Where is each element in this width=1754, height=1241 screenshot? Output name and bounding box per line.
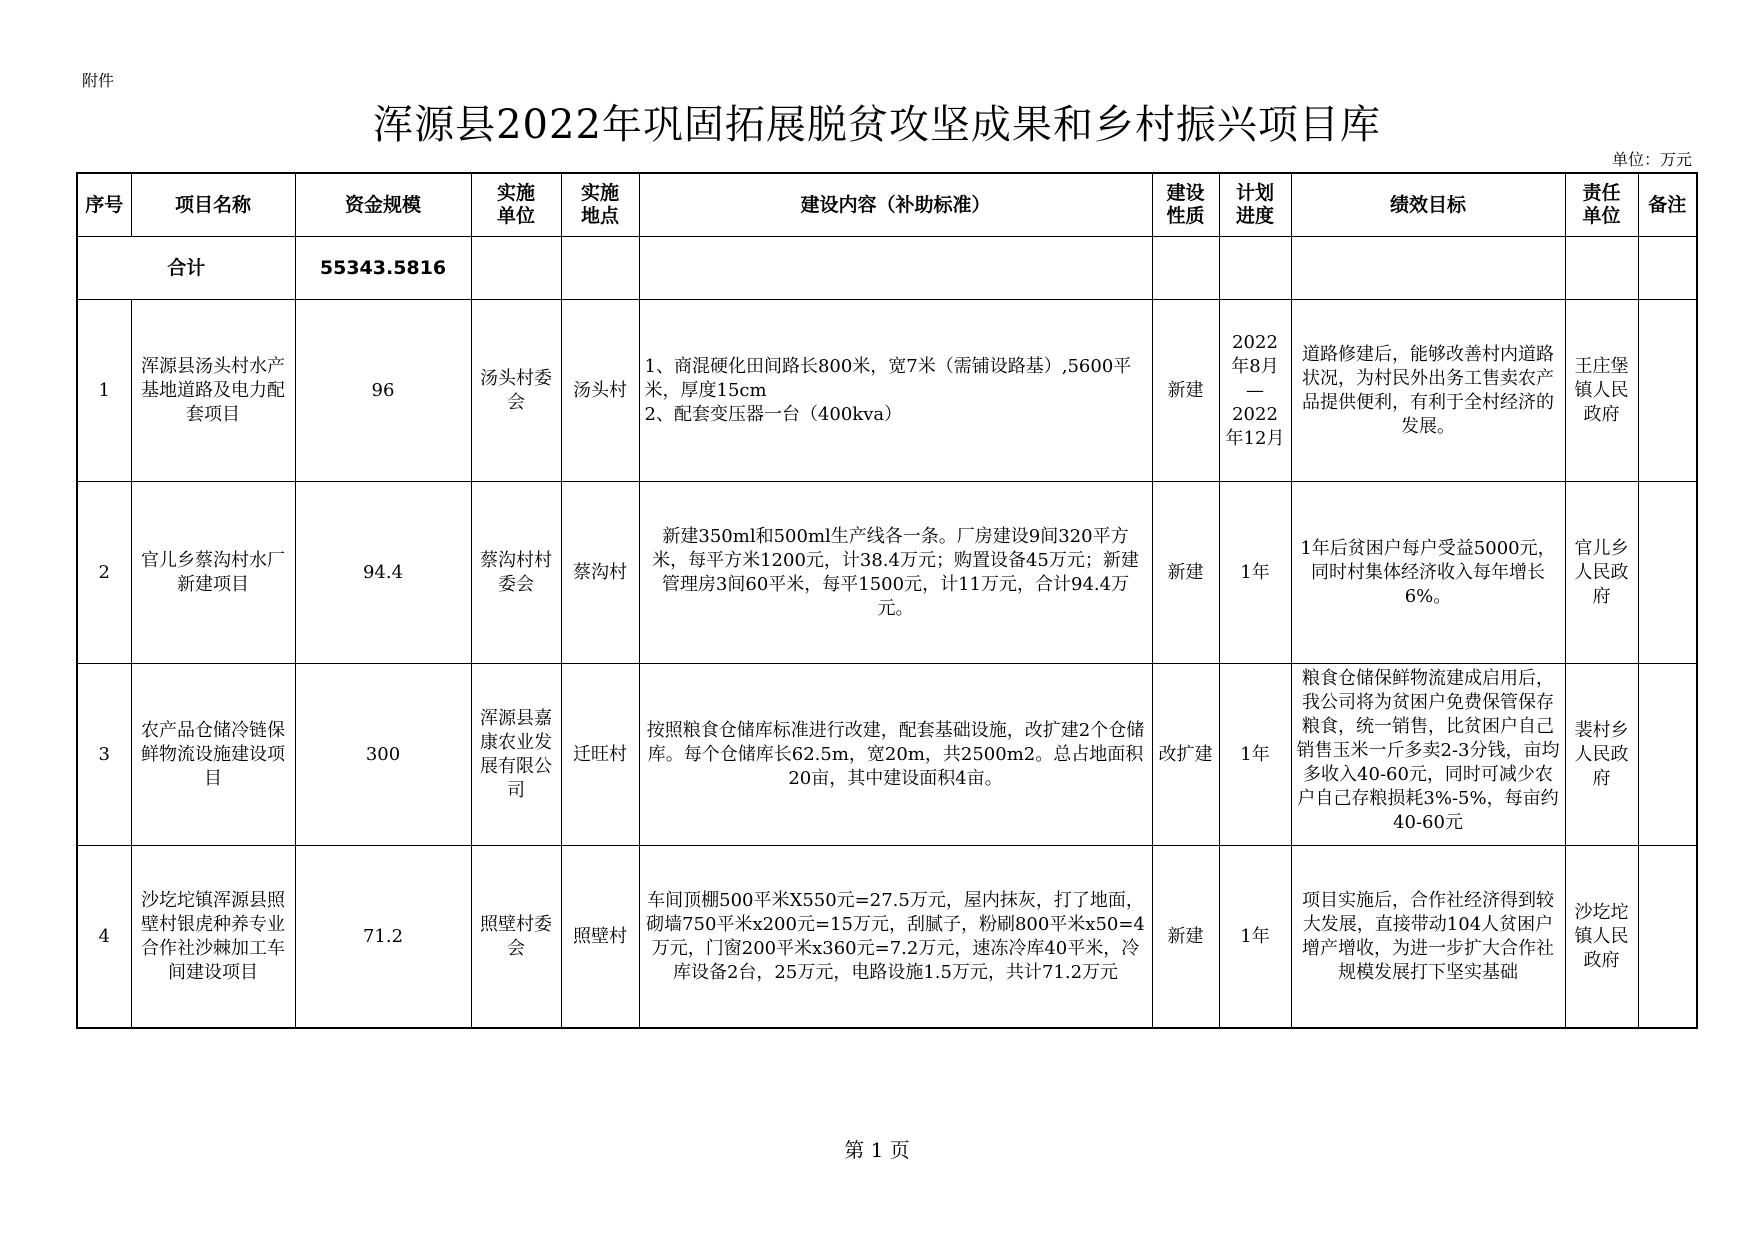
row-responsible: 沙圪坨镇人民政府 [1565,846,1638,1029]
header-remark: 备注 [1638,173,1697,237]
row-remark [1638,482,1697,664]
header-name: 项目名称 [131,173,295,237]
row-goal: 粮食仓储保鲜物流建成启用后，我公司将为贫困户免费保管保存粮食，统一销售，比贫困户自己销售玉米一斤多卖2-3分钱，亩均多收入40-60元，同时可减少农户自己存粮损耗3%-5%，每亩约40-60元 [1296,668,1560,833]
row-implementer: 浑源县嘉康农业发展有限公司 [471,664,561,846]
row-content: 1、商混硬化田间路长800米，宽7米（需铺设路基）,5600平米，厚度15cm 2、配套变压器一台（400kva） [639,300,1152,482]
total-funds: 55343.5816 [295,237,471,300]
row-location: 迁旺村 [561,664,639,846]
row-implementer: 汤头村委会 [471,300,561,482]
header-responsible: 责任 单位 [1565,173,1638,237]
row-responsible: 裴村乡人民政府 [1565,664,1638,846]
row-schedule: 1年 [1219,664,1291,846]
header-row [77,173,1697,237]
row-nature: 新建 [1152,482,1219,664]
row-goal: 1年后贫困户每户受益5000元，同时村集体经济收入每年增长6%。 [1291,482,1565,664]
row-responsible: 王庄堡镇人民政府 [1565,300,1638,482]
row-remark [1638,664,1697,846]
row-content: 车间顶棚500平米X550元=27.5万元，屋内抹灰，打了地面，砌墙750平米x200元=15万元，刮腻子，粉刷800平米x50=4万元，门窗200平米x360元=7.2万元，速冻冷库40平米，冷库设备2台，25万元，电路设施1.5万元，共计71.2万元 [639,846,1152,1029]
unit-label: 单位：万元 [1611,150,1692,169]
row-schedule: 1年 [1219,482,1291,664]
row-name: 浑源县汤头村水产基地道路及电力配套项目 [131,300,295,482]
header-schedule: 计划 进度 [1219,173,1291,237]
header-content: 建设内容（补助标准） [639,173,1152,237]
row-content: 按照粮食仓储库标准进行改建，配套基础设施，改扩建2个仓储库。每个仓储库长62.5m，宽20m，共2500m2。总占地面积20亩，其中建设面积4亩。 [639,664,1152,846]
row-location: 蔡沟村 [561,482,639,664]
row-nature: 新建 [1152,846,1219,1029]
row-funds: 71.2 [295,846,471,1029]
header-funds: 资金规模 [295,173,471,237]
total-label: 合计 [77,237,295,300]
page-title: 浑源县2022年巩固拓展脱贫攻坚成果和乡村振兴项目库 [373,102,1381,148]
header-location: 实施 地点 [561,173,639,237]
row-nature: 改扩建 [1152,664,1219,846]
row-implementer: 蔡沟村村委会 [471,482,561,664]
row-seq: 3 [77,664,131,846]
row-remark [1638,846,1697,1029]
page-number: 第 1 页 [844,1138,910,1162]
row-funds: 300 [295,664,471,846]
row-content: 新建350ml和500ml生产线各一条。厂房建设9间320平方米，每平方米1200元，计38.4万元；购置设备45万元；新建管理房3间60平米，每平1500元，计11万元，合计94.4万元。 [639,482,1152,664]
row-schedule: 1年 [1219,846,1291,1029]
table-row [77,664,1697,846]
row-name: 沙圪坨镇浑源县照壁村银虎种养专业合作社沙棘加工车间建设项目 [131,846,295,1029]
row-seq: 2 [77,482,131,664]
row-goal: 项目实施后，合作社经济得到较大发展，直接带动104人贫困户增产增收，为进一步扩大合作社规模发展打下坚实基础 [1291,846,1565,1029]
row-seq: 4 [77,846,131,1029]
row-schedule: 2022年8月—2022年12月 [1219,300,1291,482]
table-row [77,846,1697,1029]
row-implementer: 照壁村委会 [471,846,561,1029]
header-seq: 序号 [77,173,131,237]
project-table [76,172,1698,1029]
row-responsible: 官儿乡人民政府 [1565,482,1638,664]
header-goal: 绩效目标 [1291,173,1565,237]
row-goal: 道路修建后，能够改善村内道路状况，为村民外出务工售卖农产品提供便利，有利于全村经济的发展。 [1291,300,1565,482]
row-seq: 1 [77,300,131,482]
attachment-label: 附件 [82,71,115,90]
row-location: 汤头村 [561,300,639,482]
total-row [77,237,1697,300]
table-row [77,300,1697,482]
header-implementer: 实施 单位 [471,173,561,237]
table-row [77,482,1697,664]
row-name: 官儿乡蔡沟村水厂新建项目 [131,482,295,664]
row-location: 照壁村 [561,846,639,1029]
row-goal-cell [1291,664,1565,846]
row-nature: 新建 [1152,300,1219,482]
row-funds: 96 [295,300,471,482]
row-funds: 94.4 [295,482,471,664]
row-remark [1638,300,1697,482]
row-name: 农产品仓储冷链保鲜物流设施建设项目 [131,664,295,846]
header-nature: 建设 性质 [1152,173,1219,237]
